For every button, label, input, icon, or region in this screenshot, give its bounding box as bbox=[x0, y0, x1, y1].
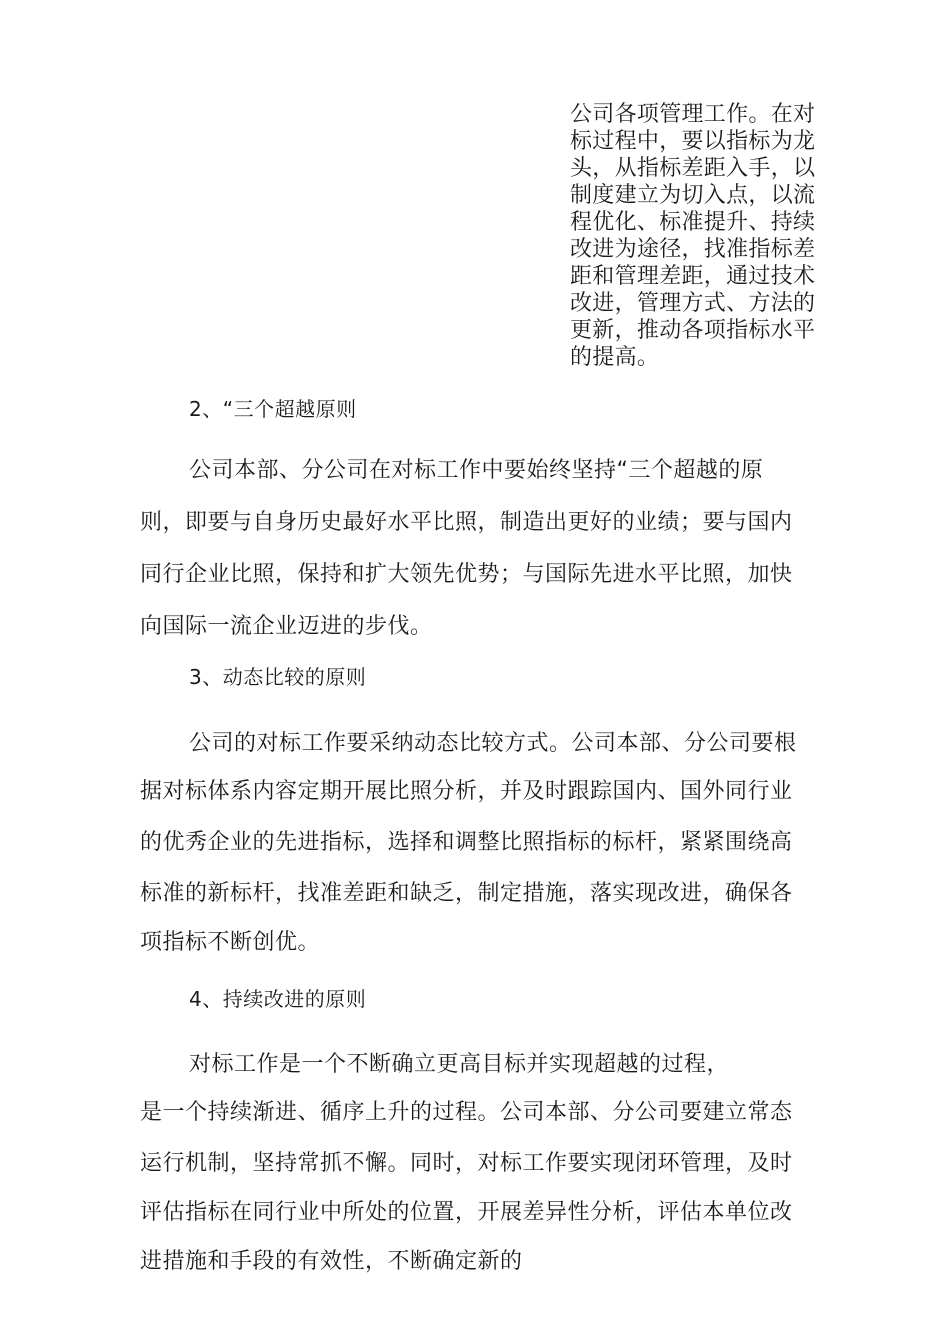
section-heading: 2、“三个超越原则 bbox=[189, 397, 357, 421]
column-line: 标过程中，要以指标为龙 bbox=[570, 129, 816, 154]
column-line: 的提高。 bbox=[570, 345, 660, 370]
paragraph-line: 据对标体系内容定期开展比照分析，并及时跟踪国内、国外同行业 bbox=[140, 779, 793, 804]
paragraph-line: 是一个持续渐进、循序上升的过程。公司本部、分公司要建立常态 bbox=[140, 1100, 793, 1125]
column-line: 公司各项管理工作。在对 bbox=[570, 102, 816, 127]
column-line: 头，从指标差距入手，以 bbox=[570, 156, 816, 181]
section-heading: 3、动态比较的原则 bbox=[189, 665, 367, 689]
paragraph-line: 则，即要与自身历史最好水平比照，制造出更好的业绩；要与国内 bbox=[140, 510, 793, 535]
paragraph-line: 向国际一流企业迈进的步伐。 bbox=[140, 614, 433, 639]
column-line: 制度建立为切入点，以流 bbox=[570, 183, 816, 208]
paragraph-line: 公司本部、分公司在对标工作中要始终坚持“三个超越的原 bbox=[189, 458, 764, 483]
paragraph-line: 同行企业比照，保持和扩大领先优势；与国际先进水平比照，加快 bbox=[140, 562, 793, 587]
paragraph-line: 对标工作是一个不断确立更高目标并实现超越的过程， bbox=[189, 1052, 730, 1077]
column-line: 改进，管理方式、方法的 bbox=[570, 291, 816, 316]
column-line: 更新，推动各项指标水平 bbox=[570, 318, 816, 343]
column-line: 程优化、标准提升、持续 bbox=[570, 210, 816, 235]
section-heading: 4、持续改进的原则 bbox=[189, 987, 367, 1011]
paragraph-line: 的优秀企业的先进指标，选择和调整比照指标的标杆，紧紧围绕高 bbox=[140, 830, 793, 855]
paragraph-line: 项指标不断创优。 bbox=[140, 930, 321, 955]
paragraph-line: 评估指标在同行业中所处的位置，开展差异性分析，评估本单位改 bbox=[140, 1200, 793, 1225]
paragraph-line: 标准的新标杆，找准差距和缺乏，制定措施，落实现改进，确保各 bbox=[140, 881, 793, 906]
paragraph-line: 运行机制，坚持常抓不懈。同时，对标工作要实现闭环管理，及时 bbox=[140, 1151, 793, 1176]
paragraph-line: 进措施和手段的有效性，不断确定新的 bbox=[140, 1249, 523, 1274]
column-line: 改进为途径，找准指标差 bbox=[570, 237, 816, 262]
column-line: 距和管理差距，通过技术 bbox=[570, 264, 816, 289]
paragraph-line: 公司的对标工作要采纳动态比较方式。公司本部、分公司要根 bbox=[189, 731, 797, 756]
